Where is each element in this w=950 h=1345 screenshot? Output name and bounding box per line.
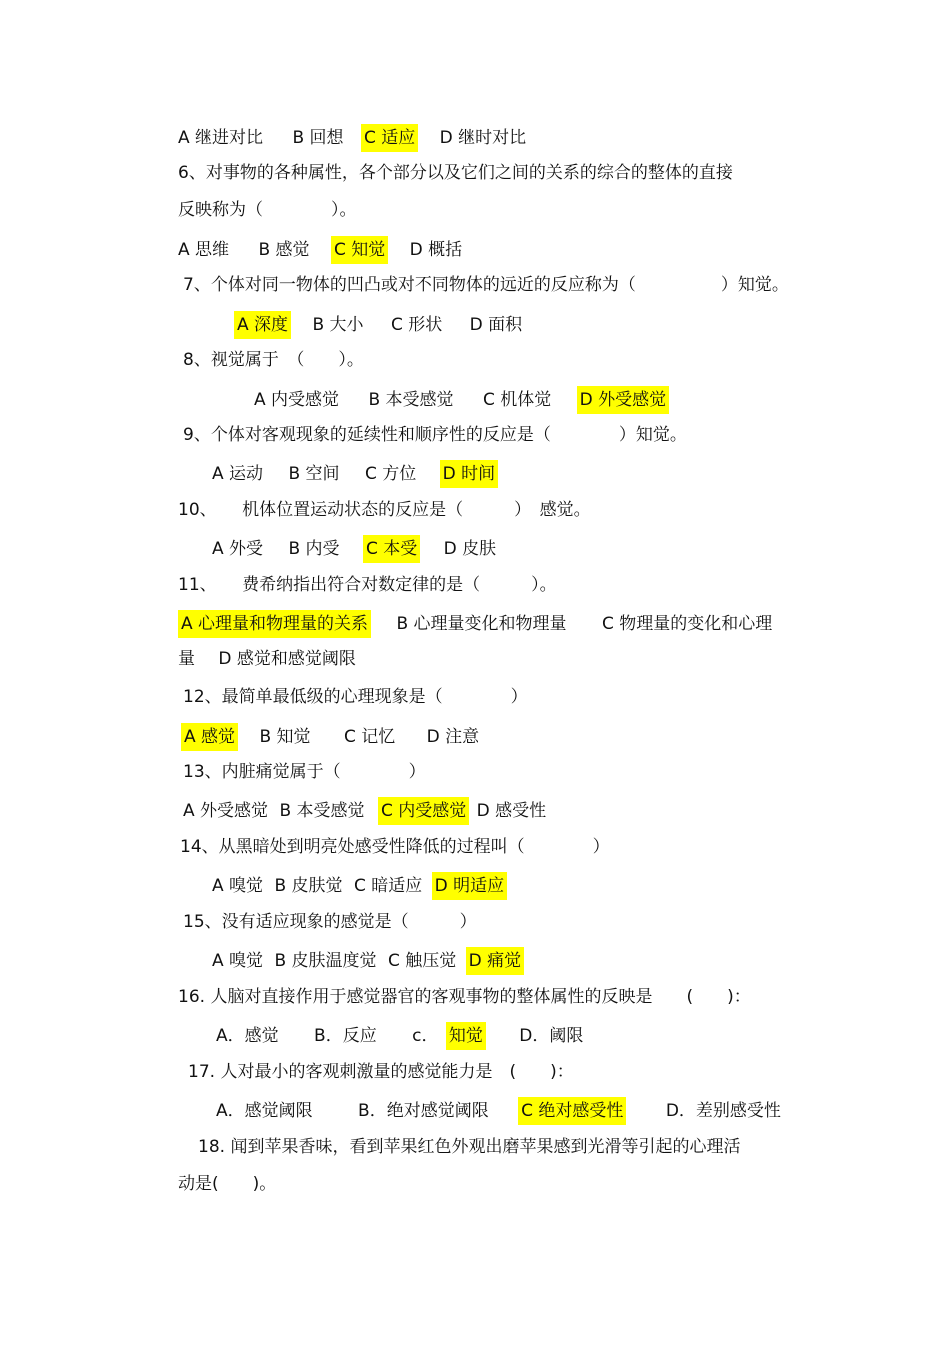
q14-option-b: B 皮肤觉 [274,876,343,896]
q17-option-d: D．差别感受性 [665,1101,781,1121]
q16-option-d: D．阈限 [519,1026,584,1046]
q15-option-b: B 皮肤温度觉 [274,951,377,971]
q11-stem: 11、 费希纳指出符合对数定律的是（ ）。 [178,575,557,595]
q9-option-b: B 空间 [288,464,340,484]
q13-option-b: B 本受感觉 [279,801,365,821]
q9-options [212,460,498,488]
q16-stem: 16. 人脑对直接作用于感觉器官的客观事物的整体属性的反映是 ( )： [178,987,751,1007]
q6-option-a: A 思维 [178,240,230,260]
q9-option-d-answer: D 时间 [440,460,499,488]
q11-options [178,610,772,638]
q18-stem-line-2: 动是( )。 [178,1174,277,1194]
q5-option-c-answer: C 适应 [361,124,418,152]
q14-option-d-answer: D 明适应 [432,872,508,900]
q8-option-d-answer: D 外受感觉 [577,386,670,414]
q9-option-a: A 运动 [212,464,264,484]
q12-option-c: C 记忆 [343,727,396,747]
q8-options [254,386,669,414]
q15-stem: 15、没有适应现象的感觉是（ ） [183,912,477,932]
q13-option-c-answer: C 内受感觉 [378,797,469,825]
q12-option-b: B 知觉 [259,727,311,747]
q10-option-a: A 外受 [212,539,264,559]
q10-option-c-answer: C 本受 [363,535,420,563]
q13-option-d: D 感受性 [476,801,547,821]
q10-option-d: D 皮肤 [443,539,497,559]
q6-stem-line-1: 6、对事物的各种属性，各个部分以及它们之间的关系的综合的整体的直接 [178,163,733,183]
q13-options [183,797,546,825]
q9-option-c: C 方位 [364,464,417,484]
q16-option-c-answer: 知觉 [446,1022,486,1050]
q6-option-c-answer: C 知觉 [331,236,388,264]
q17-option-a: A．感觉阈限 [216,1101,313,1121]
q8-stem: 8、视觉属于 （ ）。 [183,350,364,370]
q12-option-d: D 注意 [426,727,480,747]
q8-option-b: B 本受感觉 [368,390,454,410]
q14-options [212,872,507,900]
q15-options [212,947,524,975]
q5-options [178,124,526,152]
q18-stem-line-1: 18. 闻到苹果香味，看到苹果红色外观出磨苹果感到光滑等引起的心理活 [198,1137,741,1157]
q15-option-d-answer: D 痛觉 [466,947,525,975]
q11-options-continued [178,647,356,671]
q11-option-a-answer: A 心理量和物理量的关系 [178,610,371,638]
q14-option-a: A 嗅觉 [212,876,264,896]
q8-option-a: A 内受感觉 [254,390,340,410]
q17-option-b: B．绝对感觉阈限 [358,1101,489,1121]
q14-stem: 14、从黑暗处到明亮处感受性降低的过程叫（ ） [180,837,610,857]
q6-option-d: D 概括 [409,240,463,260]
q10-options [212,535,496,563]
q16-option-b: B．反应 [314,1026,377,1046]
q17-stem: 17. 人对最小的客观刺激量的感觉能力是 ( )： [188,1062,574,1082]
q11-option-c: C 物理量的变化和心理 [601,614,773,634]
q15-option-c: C 触压觉 [387,951,457,971]
q17-options [216,1097,781,1125]
q7-option-b: B 大小 [312,315,364,335]
q6-stem-line-2: 反映称为（ ）。 [178,200,357,220]
q7-option-c: C 形状 [390,315,443,335]
q17-option-c-answer: C 绝对感受性 [518,1097,626,1125]
q7-option-d: D 面积 [469,315,523,335]
q15-option-a: A 嗅觉 [212,951,264,971]
q16-options [216,1022,583,1050]
q10-option-b: B 内受 [288,539,340,559]
q9-stem: 9、个体对客观现象的延续性和顺序性的反应是（ ）知觉。 [183,425,687,445]
q5-option-a: A 继进对比 [178,128,264,148]
q11-option-b: B 心理量变化和物理量 [396,614,567,634]
q5-option-d: D 继时对比 [439,128,527,148]
q6-option-b: B 感觉 [258,240,310,260]
q7-stem: 7、个体对同一物体的凹凸或对不同物体的远近的反应称为（ ）知觉。 [183,275,789,295]
q7-options [234,311,522,339]
q13-stem: 13、内脏痛觉属于（ ） [183,762,426,782]
q12-option-a-answer: A 感觉 [181,723,238,751]
q10-stem: 10、 机体位置运动状态的反应是（ ） 感觉。 [178,500,591,520]
q6-options [178,236,462,264]
q14-option-c: C 暗适应 [353,876,423,896]
q11-option-d: D 感觉和感觉阈限 [218,649,356,669]
q5-option-b: B 回想 [292,128,344,148]
q12-stem: 12、最简单最低级的心理现象是（ ） [183,687,528,707]
q12-options [181,723,479,751]
q13-option-a: A 外受感觉 [183,801,269,821]
q16-option-c-letter: c． [412,1026,439,1046]
q7-option-a-answer: A 深度 [234,311,291,339]
q16-option-a: A．感觉 [216,1026,279,1046]
q11-option-c-cont: 量 [178,649,195,669]
q8-option-c: C 机体觉 [482,390,552,410]
